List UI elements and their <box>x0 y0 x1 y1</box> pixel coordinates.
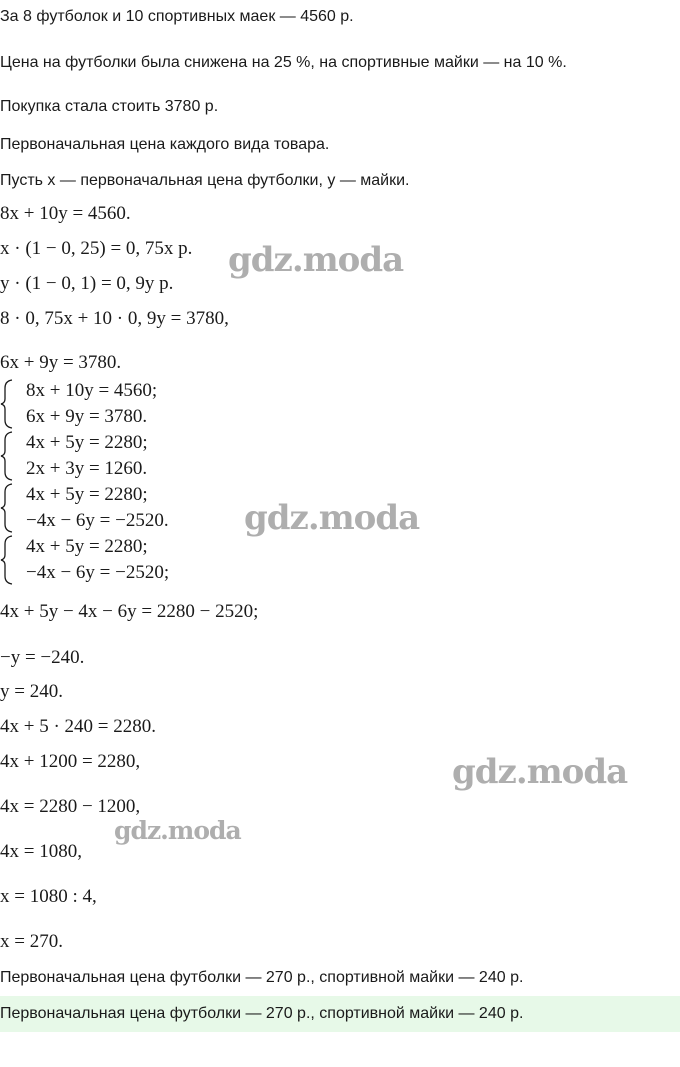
system-3-eq-1: 4x + 5y = 2280; <box>26 484 148 505</box>
brace-icon <box>0 378 14 430</box>
watermark: gdz.moda <box>114 816 241 845</box>
system-1-eq-1: 8x + 10y = 4560; <box>26 380 158 401</box>
watermark: gdz.moda <box>244 498 420 538</box>
system-3 <box>0 482 260 534</box>
step-4: 4x + 5 · 240 = 2280. <box>0 716 157 737</box>
step-8: x = 1080 : 4, <box>0 886 97 907</box>
step-7: 4x = 1080, <box>0 841 82 862</box>
condition-line-1: За 8 футболок и 10 спортивных маек — 4560 р. <box>0 8 354 25</box>
conclusion-line: Первоначальная цена футболки — 270 р., спортивной майки — 240 р. <box>0 969 524 986</box>
answer-box <box>0 996 680 1032</box>
brace-icon <box>0 430 14 482</box>
equation-5: 6x + 9y = 3780. <box>0 352 122 373</box>
equation-2: x · (1 − 0, 25) = 0, 75x р. <box>0 238 193 259</box>
step-3: y = 240. <box>0 681 63 702</box>
system-3-eq-2: −4x − 6y = −2520. <box>26 510 169 531</box>
system-4 <box>0 534 260 586</box>
condition-line-3: Покупка стала стоить 3780 р. <box>0 98 219 115</box>
step-6: 4x = 2280 − 1200, <box>0 796 141 817</box>
watermark: gdz.moda <box>228 240 404 280</box>
system-2 <box>0 430 260 482</box>
step-2: −y = −240. <box>0 647 85 668</box>
answer-text: Первоначальная цена футболки — 270 р., спортивной майки — 240 р. <box>0 1005 524 1022</box>
system-2-eq-1: 4x + 5y = 2280; <box>26 432 148 453</box>
system-4-eq-1: 4x + 5y = 2280; <box>26 536 148 557</box>
step-9: x = 270. <box>0 931 63 952</box>
question-line: Первоначальная цена каждого вида товара. <box>0 136 330 153</box>
equation-1: 8x + 10y = 4560. <box>0 203 131 224</box>
system-1 <box>0 378 260 430</box>
watermark: gdz.moda <box>452 752 628 792</box>
system-2-eq-2: 2x + 3y = 1260. <box>26 458 148 479</box>
step-1: 4x + 5y − 4x − 6y = 2280 − 2520; <box>0 601 259 622</box>
equation-4: 8 · 0, 75x + 10 · 0, 9y = 3780, <box>0 308 229 329</box>
system-4-eq-2: −4x − 6y = −2520; <box>26 562 170 583</box>
system-1-eq-2: 6x + 9y = 3780. <box>26 406 148 427</box>
equation-3: y · (1 − 0, 1) = 0, 9y р. <box>0 273 174 294</box>
let-line: Пусть x — первоначальная цена футболки, y — майки. <box>0 172 410 189</box>
condition-line-2: Цена на футболки была снижена на 25 %, на спортивные майки — на 10 %. <box>0 54 567 71</box>
brace-icon <box>0 534 14 586</box>
step-5: 4x + 1200 = 2280, <box>0 751 141 772</box>
brace-icon <box>0 482 14 534</box>
